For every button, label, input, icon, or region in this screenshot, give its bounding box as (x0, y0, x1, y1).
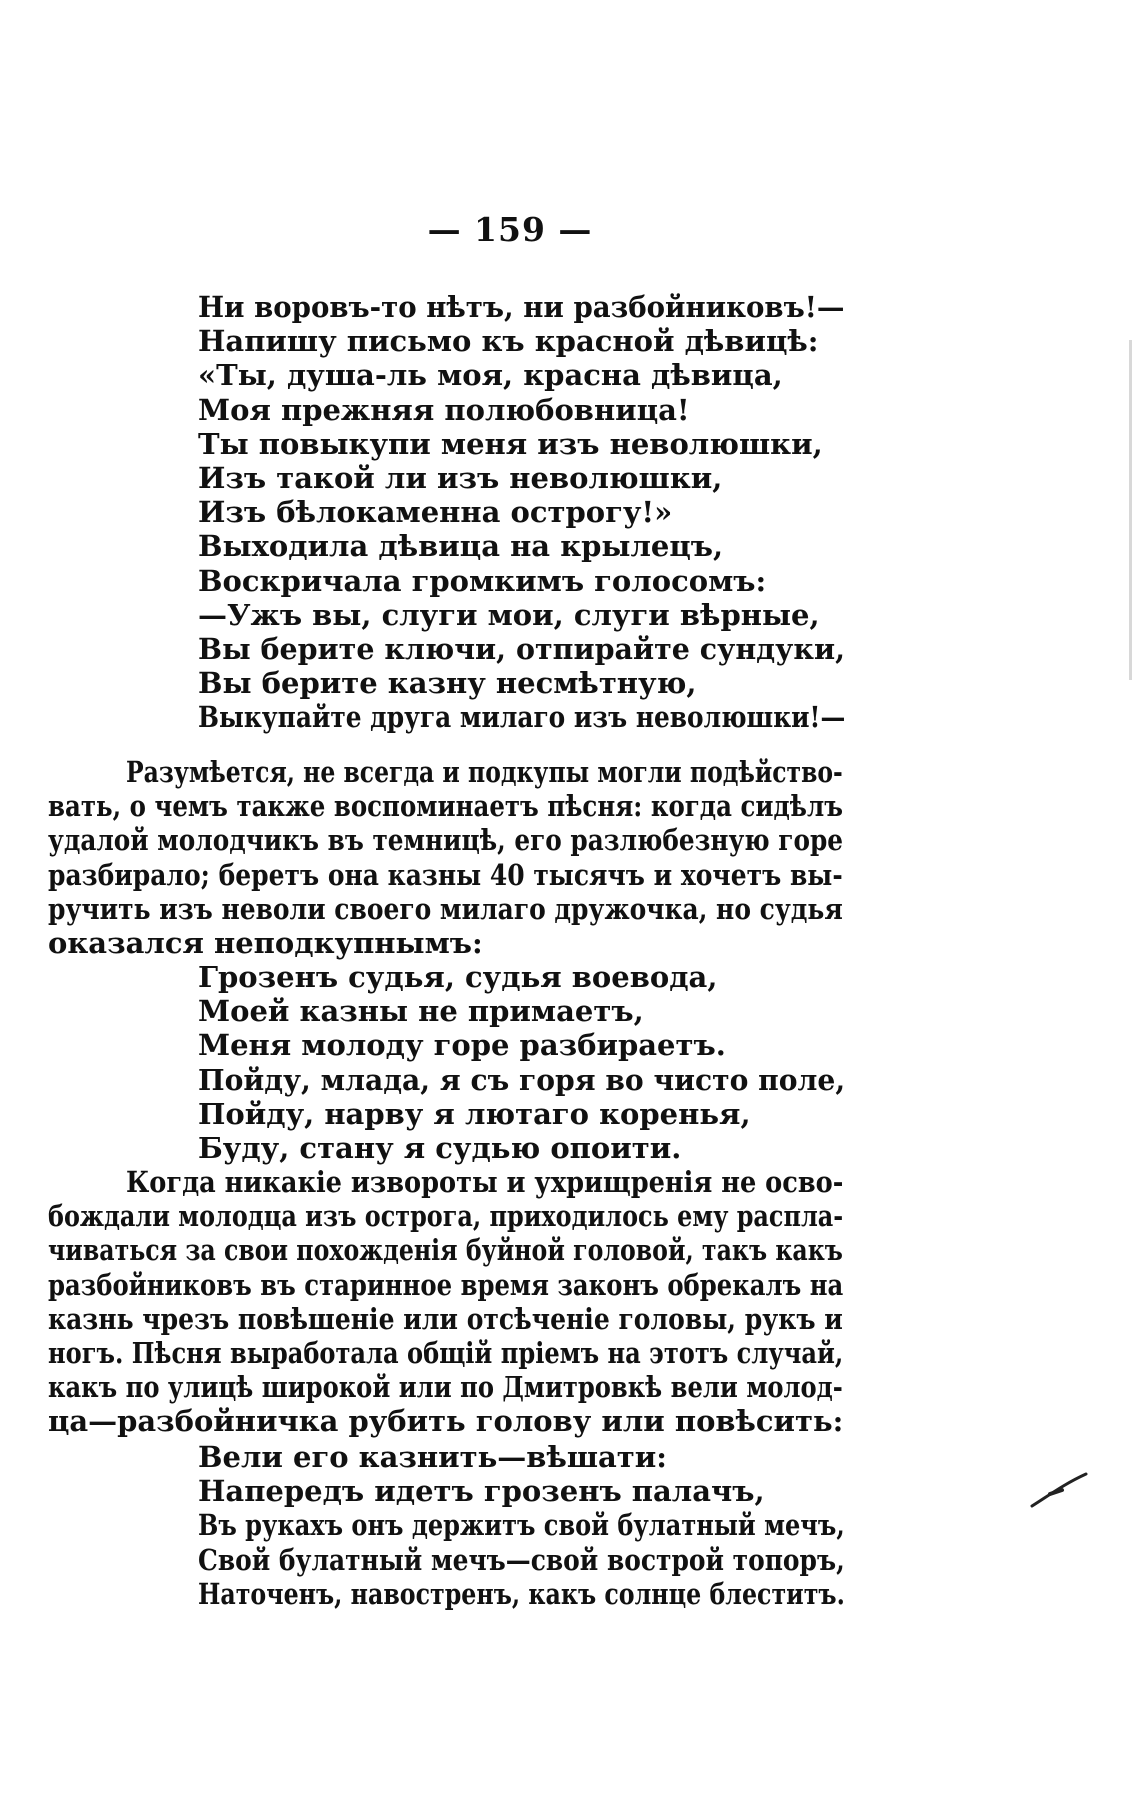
prose-line: Когда никакіе извороты и ухрищренія не осво- (126, 1165, 844, 1199)
verse-line: Изъ бѣлокаменна острогу!» (198, 495, 673, 530)
verse-line: Моей казны не примаетъ, (198, 994, 644, 1029)
verse-line: Грозенъ судья, судья воевода, (198, 960, 718, 994)
page-number: — 159 — (427, 210, 593, 249)
prose-line: вать, о чемъ также воспоминаетъ пѣсня: когда сидѣлъ (48, 789, 843, 824)
verse-line: Пойду, нарву я лютаго коренья, (198, 1096, 751, 1131)
verse-line: Ты повыкупи меня изъ неволюшки, (198, 426, 823, 461)
verse-line: «Ты, душа-ль моя, красна дѣвица, (198, 358, 783, 393)
prose-line: чиваться за свои похожденія буйной головой, такъ какъ (48, 1233, 843, 1268)
prose-line: какъ по улицѣ широкой или по Дмитровкѣ вели молод- (48, 1370, 843, 1405)
verse-line: Меня молоду горе разбираетъ. (198, 1028, 726, 1063)
prose-line: удалой молодчикъ въ темницѣ, его разлюбезную горе (48, 823, 843, 858)
verse-line: Вы берите казну несмѣтную, (198, 666, 697, 701)
verse-line: Воскричала громкимъ голосомъ: (198, 563, 767, 598)
verse-line: Пойду, млада, я съ горя во чисто поле, (198, 1062, 846, 1097)
prose-line: ногъ. Пѣсня выработала общій пріемъ на этотъ случай, (48, 1336, 844, 1370)
edge-shadow (1129, 340, 1132, 680)
verse-line: Моя прежняя полюбовница! (198, 392, 690, 427)
verse-line: Свой булатный мечъ—свой вострой топоръ, (198, 1542, 845, 1577)
verse-line: Вы берите ключи, отпирайте сундуки, (198, 632, 845, 666)
verse-line: —Ужъ вы, слуги мои, слуги вѣрные, (198, 597, 820, 632)
verse-line: Напишу письмо къ красной дѣвицѣ: (198, 324, 819, 359)
verse-line: Наточенъ, навостренъ, какъ солнце блеститъ. (198, 1576, 845, 1611)
pen-stroke-mark (1030, 1470, 1090, 1510)
prose-line: разбойниковъ въ старинное время законъ обрекалъ на (48, 1267, 844, 1302)
prose-line: разбирало; беретъ она казны 40 тысячъ и хочетъ вы- (48, 857, 843, 892)
verse-line: Изъ такой ли изъ неволюшки, (198, 461, 723, 495)
prose-line: Разумѣется, не всегда и подкупы могли подѣйство- (126, 755, 843, 789)
verse-line: Вели его казнить—вѣшати: (198, 1440, 667, 1474)
verse-line: Въ рукахъ онъ держитъ свой булатный мечъ, (198, 1508, 845, 1543)
prose-line: ручить изъ неволи своего милаго дружочка, но судья (48, 891, 843, 926)
verse-line: Выходила дѣвица на крылецъ, (198, 529, 724, 564)
prose-line: казнь чрезъ повѣшеніе или отсѣченіе головы, рукъ и (48, 1301, 843, 1336)
verse-line: Буду, стану я судью опоити. (198, 1131, 682, 1165)
prose-line: оказался неподкупнымъ: (48, 926, 483, 960)
verse-line: Ни воровъ-то нѣтъ, ни разбойниковъ!— (198, 290, 845, 324)
prose-line: бождали молодца изъ острога, приходилось ему распла- (48, 1199, 844, 1234)
verse-line: Выкупайте друга милаго изъ неволюшки!— (198, 700, 846, 735)
verse-line: Напередъ идетъ грозенъ палачъ, (198, 1474, 765, 1509)
prose-line: ца—разбойничка рубить голову или повѣсить: (48, 1404, 844, 1439)
